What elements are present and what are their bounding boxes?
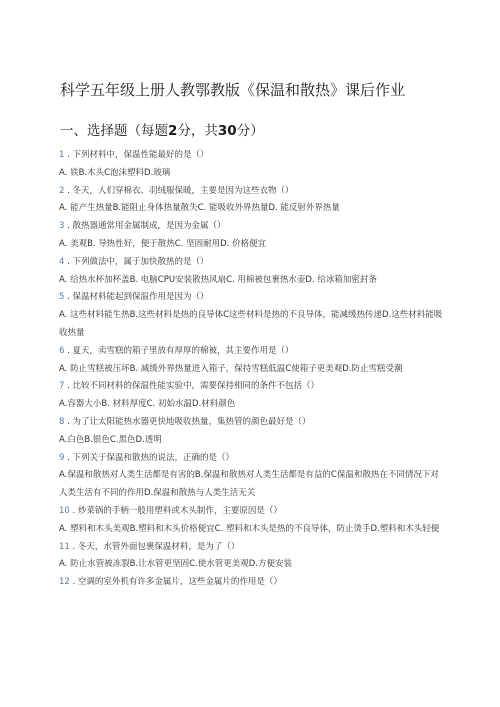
question-options: A. 防止雪糕被压坏B. 减缓外界热量进入箱子，保持雪糕低温C使箱子更美观D.防止雪糕受潮 [59, 363, 403, 374]
question-stem [59, 378, 443, 396]
section-info-suffix: 分） [236, 123, 264, 139]
question-text: . 为了让太阳能热水器更快地吸收热量，集热管的颜色最好是（） [67, 416, 311, 427]
question-options: A. 铁B.木头C泡沫塑料D.玻璃 [59, 167, 171, 178]
question-stem [59, 539, 443, 557]
question-options: A. 能产生热量B.能阻止身体热量散失C. 能吸收外界热量D. 能反射外界热量 [59, 203, 340, 214]
question-item [59, 254, 443, 290]
question-number: 8 [59, 416, 65, 427]
question-item [59, 289, 443, 342]
question-stem [59, 147, 443, 165]
question-number: 6 [59, 345, 65, 356]
question-number: 9 [59, 452, 65, 463]
question-stem [59, 574, 443, 592]
total-score: 30 [217, 123, 237, 139]
question-text: . 空调的室外机有许多金属片，这些金属片的作用是（） [72, 577, 282, 588]
question-item [59, 183, 443, 219]
question-stem [59, 183, 443, 201]
section-heading [60, 122, 264, 140]
question-item [59, 147, 443, 183]
question-number: 2 [59, 185, 65, 196]
question-options: A. 防止水管被冻裂B.让水管更坚固C.使水管更美观D.方便安装 [59, 559, 292, 570]
section-info-mid: 分，共 [177, 123, 218, 139]
question-text: . 比较不同材料的保温性能实验中，需要保持相同的条件不包括（） [67, 381, 320, 392]
question-item [59, 218, 443, 254]
question-number: 12 [59, 577, 70, 588]
question-list [59, 147, 443, 592]
question-stem [59, 503, 443, 521]
question-text: . 下列材料中，保温性能最好的是（） [67, 150, 209, 160]
question-options: A.容器大小B. 材料厚度C. 初始水温D.材料颜色 [59, 399, 236, 410]
question-item [59, 574, 443, 592]
question-options: A. 美观B. 导热性好，便于散热C. 坚固耐用D. 价格便宜 [59, 238, 267, 249]
question-text: . 下列做法中，属于加快散热的是（） [67, 256, 209, 267]
question-item [59, 414, 443, 450]
question-number: 10 [59, 505, 70, 516]
question-item [59, 343, 443, 379]
question-stem [59, 218, 443, 236]
question-stem [59, 254, 443, 272]
question-number: 1 [59, 150, 65, 160]
section-name: 一、选择题 [60, 123, 128, 139]
per-question-score: 2 [168, 123, 178, 139]
question-number: 3 [59, 221, 65, 232]
question-options: A.白色B.银色C.黑色D.透明 [59, 434, 162, 445]
question-options: A.保温和散热对人类生活都是有害的B.保温和散热对人类生活都是有益的C保温和散热在不同情况下对人类生活有不同的作用D.保温和散热与人类生活无关 [59, 470, 439, 499]
question-stem [59, 289, 443, 307]
section-info-prefix: （每题 [127, 123, 168, 139]
question-item [59, 378, 443, 414]
question-stem [59, 414, 443, 432]
question-text: . 冬天，人们穿棉衣、羽绒服保暖，主要是因为这些衣物（） [67, 185, 294, 196]
question-number: 5 [59, 292, 65, 303]
question-item [59, 503, 443, 539]
question-options: A. 塑料和木头美观B.塑料和木头价格便宜C. 塑料和木头是热的不良导体，防止烫手D.塑料和木头轻便 [59, 523, 440, 534]
question-options: A. 给热水杯加杯盖B. 电脑CPU安装散热风扇C. 用棉被包裹热水壶D. 给冰箱加密封条 [59, 274, 377, 285]
question-number: 11 [59, 541, 70, 552]
question-text: . 下列关于保温和散热的说法，正确的是（） [67, 452, 235, 463]
question-text: . 炒菜锅的手柄一般用塑料或木头制作，主要原因是（） [72, 505, 282, 516]
document-title: 科学五年级上册人教鄂教版《保温和散热》课后作业 [60, 81, 406, 99]
question-item [59, 539, 443, 575]
question-options: A. 这些材料能生热B.这些材料是热的良导体C这些材料是热的不良导体，能减缓热传递D.这些材料能吸收热量 [59, 310, 443, 338]
question-text: . 夏天，卖雪糕的箱子里放有厚厚的棉被，其主要作用是（） [67, 345, 294, 356]
question-stem [59, 450, 443, 468]
question-number: 7 [59, 381, 65, 392]
question-text: . 冬天，水管外面包裹保温材料，是为了（） [72, 541, 240, 552]
question-item [59, 450, 443, 503]
question-text: . 散热器通常用金属制成，是因为金属（） [67, 221, 226, 232]
question-stem [59, 343, 443, 361]
question-text: . 保温材料能起到保温作用是因为（） [67, 292, 209, 303]
question-number: 4 [59, 256, 65, 267]
